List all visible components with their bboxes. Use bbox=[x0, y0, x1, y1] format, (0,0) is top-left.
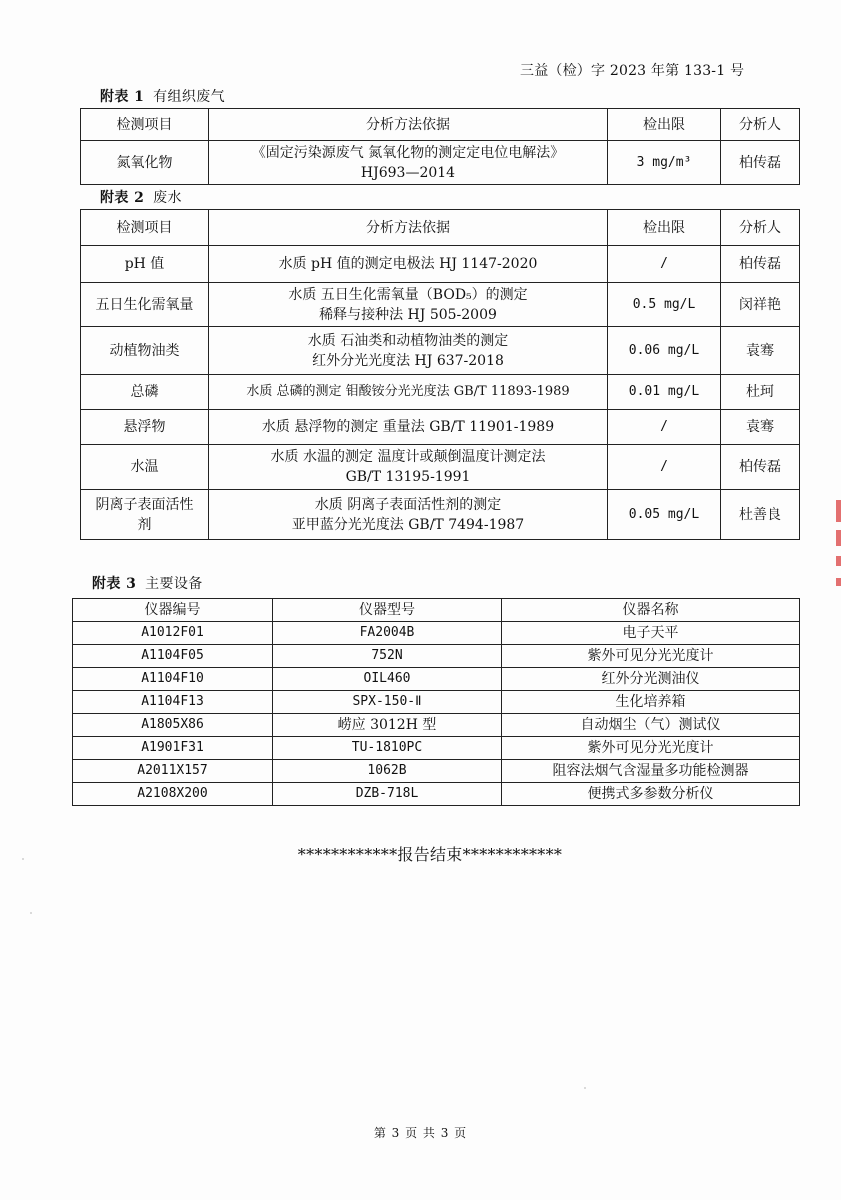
method-line: 《固定污染源废气 氮氧化物的测定定电位电解法》 bbox=[251, 144, 565, 161]
table2-header-analyst: 分析人 bbox=[721, 210, 800, 246]
table-row bbox=[81, 410, 800, 445]
instrument-name: 红外分光测油仪 bbox=[502, 668, 800, 691]
instrument-id: A1104F05 bbox=[73, 645, 273, 668]
detection-limit: 3 mg/m³ bbox=[608, 141, 721, 185]
detection-item: 悬浮物 bbox=[81, 410, 209, 445]
report-end-mark: ************报告结束************ bbox=[297, 845, 563, 864]
detection-item: 氮氧化物 bbox=[81, 141, 209, 185]
table2-header-method: 分析方法依据 bbox=[209, 210, 608, 246]
table3-caption-title: 主要设备 bbox=[145, 576, 203, 592]
table1-header-row bbox=[81, 109, 800, 141]
seal-edge-mark bbox=[836, 530, 841, 546]
table2-caption-number: 附表 2 bbox=[100, 190, 145, 206]
analyst-name: 柏传磊 bbox=[721, 445, 800, 490]
analyst-name: 杜珂 bbox=[721, 375, 800, 410]
instrument-id: A1012F01 bbox=[73, 622, 273, 645]
instrument-name: 自动烟尘（气）测试仪 bbox=[502, 714, 800, 737]
instrument-name: 紫外可见分光光度计 bbox=[502, 737, 800, 760]
seal-edge-mark bbox=[836, 556, 841, 566]
seal-edge-mark bbox=[836, 500, 841, 522]
table-row bbox=[73, 645, 800, 668]
method-line: HJ693—2014 bbox=[360, 164, 456, 181]
table3-header-instrument-id: 仪器编号 bbox=[73, 599, 273, 622]
table-row bbox=[81, 490, 800, 540]
instrument-model: TU-1810PC bbox=[273, 737, 502, 760]
table3-caption bbox=[92, 573, 203, 593]
instrument-id: A1104F10 bbox=[73, 668, 273, 691]
detection-limit: 0.5 mg/L bbox=[608, 283, 721, 327]
analysis-method bbox=[209, 490, 608, 540]
detection-limit: 0.06 mg/L bbox=[608, 327, 721, 375]
analyst-name: 柏传磊 bbox=[721, 141, 800, 185]
table3-header-row bbox=[73, 599, 800, 622]
instrument-id: A2108X200 bbox=[73, 783, 273, 806]
analyst-name: 袁骞 bbox=[721, 327, 800, 375]
table-organized-waste-gas bbox=[80, 108, 800, 185]
analyst-name: 袁骞 bbox=[721, 410, 800, 445]
analysis-method: 水质 悬浮物的测定 重量法 GB/T 11901-1989 bbox=[209, 410, 608, 445]
table-row bbox=[81, 375, 800, 410]
instrument-name: 电子天平 bbox=[502, 622, 800, 645]
detection-limit: / bbox=[608, 445, 721, 490]
method-line: 水质 石油类和动植物油类的测定 bbox=[307, 332, 509, 349]
table2-caption bbox=[100, 187, 182, 207]
table1-header-limit: 检出限 bbox=[608, 109, 721, 141]
instrument-name: 生化培养箱 bbox=[502, 691, 800, 714]
analysis-method bbox=[209, 445, 608, 490]
instrument-model: 崂应 3012H 型 bbox=[273, 714, 502, 737]
detection-item bbox=[81, 490, 209, 540]
instrument-id: A1104F13 bbox=[73, 691, 273, 714]
seal-edge-mark bbox=[836, 578, 841, 586]
table-row bbox=[81, 283, 800, 327]
table-row bbox=[81, 327, 800, 375]
method-line: 水质 阴离子表面活性剂的测定 bbox=[314, 496, 502, 513]
scan-speck bbox=[30, 912, 32, 914]
table-row bbox=[81, 141, 800, 185]
page-number: 第 3 页 共 3 页 bbox=[373, 1126, 468, 1140]
method-line: GB/T 13195-1991 bbox=[345, 469, 471, 485]
method-line: 红外分光光度法 HJ 637-2018 bbox=[312, 352, 504, 369]
item-line: 剂 bbox=[137, 516, 152, 533]
analysis-method bbox=[209, 327, 608, 375]
analysis-method bbox=[209, 141, 608, 185]
scan-speck bbox=[22, 858, 24, 860]
table-row bbox=[73, 691, 800, 714]
table1-caption-title: 有组织废气 bbox=[153, 89, 226, 105]
table2-header-row bbox=[81, 210, 800, 246]
scan-speck bbox=[584, 1087, 586, 1089]
table-row bbox=[73, 783, 800, 806]
table1-header-analyst: 分析人 bbox=[721, 109, 800, 141]
instrument-model: DZB-718L bbox=[273, 783, 502, 806]
detection-item: 总磷 bbox=[81, 375, 209, 410]
table1-caption-number: 附表 1 bbox=[100, 89, 145, 105]
document-number: 三益（检）字 2023 年第 133-1 号 bbox=[520, 63, 745, 79]
instrument-name: 便携式多参数分析仪 bbox=[502, 783, 800, 806]
instrument-id: A1805X86 bbox=[73, 714, 273, 737]
table-main-equipment bbox=[72, 598, 800, 806]
table1-header-method: 分析方法依据 bbox=[209, 109, 608, 141]
analyst-name: 闵祥艳 bbox=[721, 283, 800, 327]
instrument-name: 阻容法烟气含湿量多功能检测器 bbox=[502, 760, 800, 783]
table2-caption-title: 废水 bbox=[153, 190, 182, 206]
instrument-model: FA2004B bbox=[273, 622, 502, 645]
table3-caption-number: 附表 3 bbox=[92, 576, 137, 592]
table-row bbox=[73, 622, 800, 645]
instrument-id: A1901F31 bbox=[73, 737, 273, 760]
instrument-model: 752N bbox=[273, 645, 502, 668]
detection-item: 水温 bbox=[81, 445, 209, 490]
table-row bbox=[73, 714, 800, 737]
analyst-name: 杜善良 bbox=[721, 490, 800, 540]
table-wastewater bbox=[80, 209, 800, 540]
analysis-method bbox=[209, 283, 608, 327]
detection-limit: 0.05 mg/L bbox=[608, 490, 721, 540]
table3-header-instrument-name: 仪器名称 bbox=[502, 599, 800, 622]
analysis-method: 水质 pH 值的测定电极法 HJ 1147-2020 bbox=[209, 246, 608, 283]
table-row bbox=[81, 445, 800, 490]
method-line: 水质 五日生化需氧量（BOD₅）的测定 bbox=[288, 286, 528, 303]
method-line: 稀释与接种法 HJ 505-2009 bbox=[319, 306, 497, 323]
detection-limit: / bbox=[608, 246, 721, 283]
method-line: 亚甲蓝分光光度法 GB/T 7494-1987 bbox=[291, 516, 525, 533]
method-line: 水质 水温的测定 温度计或颠倒温度计测定法 bbox=[270, 449, 546, 465]
instrument-model: OIL460 bbox=[273, 668, 502, 691]
table-row bbox=[81, 246, 800, 283]
detection-limit: 0.01 mg/L bbox=[608, 375, 721, 410]
table1-caption bbox=[100, 86, 225, 106]
table2-header-item: 检测项目 bbox=[81, 210, 209, 246]
table-row bbox=[73, 737, 800, 760]
table-row bbox=[73, 760, 800, 783]
table1-header-item: 检测项目 bbox=[81, 109, 209, 141]
detection-item: pH 值 bbox=[81, 246, 209, 283]
analysis-method: 水质 总磷的测定 钼酸铵分光光度法 GB/T 11893-1989 bbox=[209, 375, 608, 410]
detection-item: 动植物油类 bbox=[81, 327, 209, 375]
table-row bbox=[73, 668, 800, 691]
table2-header-limit: 检出限 bbox=[608, 210, 721, 246]
instrument-id: A2011X157 bbox=[73, 760, 273, 783]
table3-header-instrument-model: 仪器型号 bbox=[273, 599, 502, 622]
instrument-model: 1062B bbox=[273, 760, 502, 783]
instrument-model: SPX-150-Ⅱ bbox=[273, 691, 502, 714]
analyst-name: 柏传磊 bbox=[721, 246, 800, 283]
item-line: 阴离子表面活性 bbox=[95, 496, 194, 513]
instrument-name: 紫外可见分光光度计 bbox=[502, 645, 800, 668]
detection-item: 五日生化需氧量 bbox=[81, 283, 209, 327]
detection-limit: / bbox=[608, 410, 721, 445]
